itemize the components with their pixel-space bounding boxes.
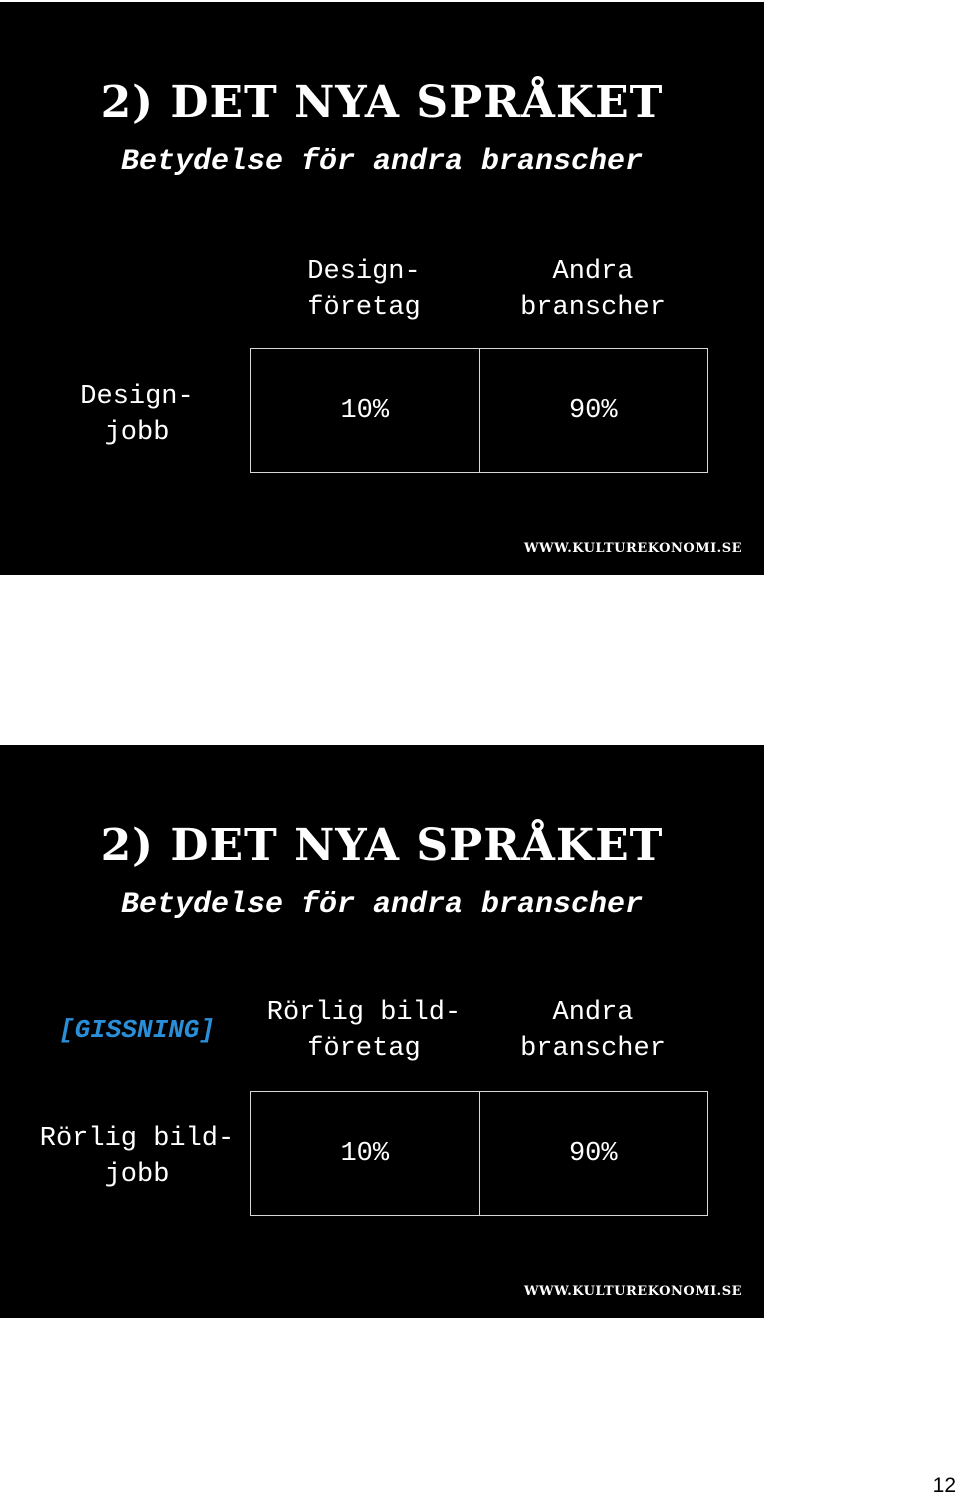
slide-1 bbox=[0, 2, 764, 575]
slide-subtitle: Betydelse för andra branscher bbox=[120, 145, 644, 179]
guess-note: [GISSNING] bbox=[58, 1015, 216, 1045]
slide-title: 2) DET NYA SPRÅKET bbox=[100, 77, 664, 128]
row-header-moving-image-jobs: Rörlig bild- jobb bbox=[39, 1124, 235, 1190]
share-table bbox=[250, 1091, 708, 1216]
footer-url: WWW.KULTUREKONOMI.SE bbox=[523, 1284, 742, 1299]
column-header-other-industries: Andra branscher bbox=[520, 998, 666, 1064]
slide-title: 2) DET NYA SPRÅKET bbox=[100, 820, 664, 871]
footer-url: WWW.KULTUREKONOMI.SE bbox=[523, 541, 742, 556]
column-header-design-companies: Design- företag bbox=[307, 257, 421, 323]
slide-subtitle: Betydelse för andra branscher bbox=[120, 888, 644, 922]
share-table bbox=[250, 348, 708, 473]
page-number: 12 bbox=[932, 1474, 956, 1497]
cell-other-industries: 90% bbox=[479, 349, 708, 472]
cell-other-industries: 90% bbox=[479, 1092, 708, 1215]
cell-moving-image-companies: 10% bbox=[340, 1138, 390, 1169]
row-header-design-jobs: Design- jobb bbox=[80, 382, 194, 448]
slide-2 bbox=[0, 745, 764, 1318]
column-header-other-industries: Andra branscher bbox=[520, 257, 666, 323]
column-header-moving-image-companies: Rörlig bild- företag bbox=[266, 998, 462, 1064]
cell-design-companies: 10% bbox=[340, 395, 390, 426]
